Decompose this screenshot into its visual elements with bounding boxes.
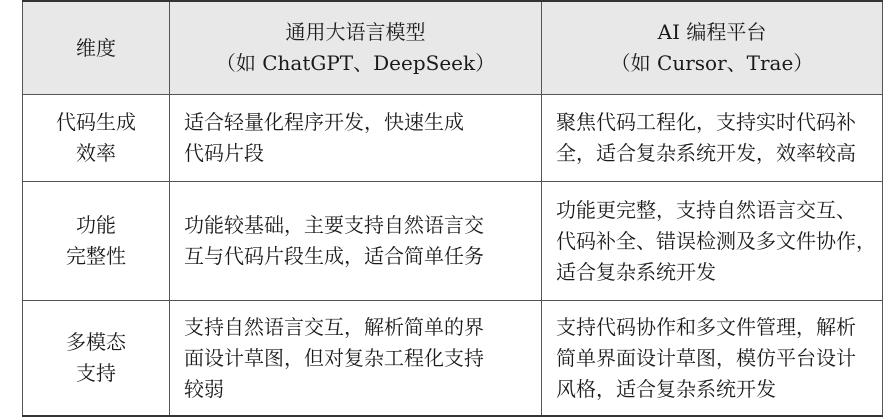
header-ai-platform-examples: （如 Cursor、Trae） [610,51,814,75]
header-dimension [23,1,170,95]
dimension-cell [23,95,170,182]
cell-line: 适合复杂系统开发 [556,259,716,284]
cell-line: 代码片段 [184,141,264,165]
comparison-table-wrapper [22,0,882,412]
general-llm-cell [170,95,542,182]
cell-line: 代码补全、错误检测及多文件协作， [556,228,876,253]
cell-line: 适合轻量化程序开发，快速生成 [184,110,464,134]
header-ai-platform [542,1,883,95]
cell-line: 功能较基础，主要支持自然语言交 [184,213,484,237]
cell-line: 支持自然语言交互，解析简单的界 [184,314,484,339]
cell-line: 功能更完整，支持自然语言交互、 [556,197,856,222]
cell-line: 风格，适合复杂系统开发 [556,376,776,401]
dimension-line: 功能 [76,213,116,237]
dimension-line: 支持 [76,361,116,385]
cell-line: 简单界面设计草图，模仿平台设计 [556,345,856,370]
dimension-cell [23,182,170,301]
header-general-llm-title: 通用大语言模型 [285,20,426,44]
cell-line: 支持代码协作和多文件管理，解析 [556,314,856,339]
header-general-llm [170,1,542,95]
dimension-line: 代码生成 [56,110,136,134]
ai-platform-cell [542,95,883,182]
table-row [23,301,883,417]
header-ai-platform-title: AI 编程平台 [657,20,767,44]
comparison-table [22,0,883,417]
dimension-line: 效率 [76,141,116,165]
header-general-llm-examples: （如 ChatGPT、DeepSeek） [215,51,496,75]
general-llm-cell [170,301,542,417]
ai-platform-cell [542,182,883,301]
dimension-line: 多模态 [66,330,126,354]
header-dimension-line: 维度 [76,35,116,60]
ai-platform-cell [542,301,883,417]
table-row [23,95,883,182]
dimension-line: 完整性 [66,244,126,268]
dimension-cell [23,301,170,417]
cell-line: 面设计草图，但对复杂工程化支持 [184,345,484,370]
cell-line: 较弱 [184,376,224,401]
cell-line: 聚焦代码工程化，支持实时代码补 [556,110,856,134]
general-llm-cell [170,182,542,301]
header-row [23,1,883,95]
cell-line: 全，适合复杂系统开发，效率较高 [556,141,856,165]
cell-line: 互与代码片段生成，适合简单任务 [184,244,484,268]
table-row [23,182,883,301]
